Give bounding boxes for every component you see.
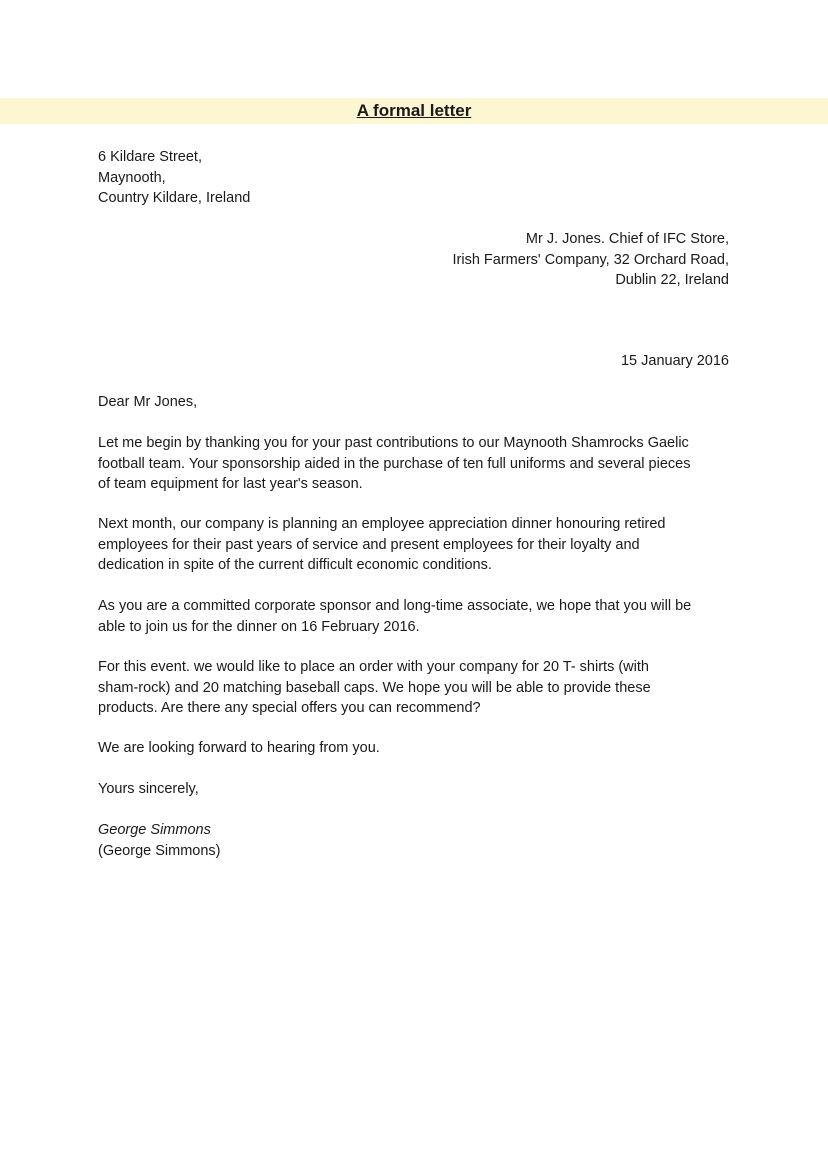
paragraph-line: dedication in spite of the current difficult economic conditions. (98, 557, 492, 573)
sender-address-line: 6 Kildare Street, (98, 149, 202, 165)
paragraph-line: of team equipment for last year's season. (98, 476, 363, 492)
letter-date: 15 January 2016 (620, 353, 729, 369)
signature: George Simmons (98, 822, 211, 838)
recipient-address-line: Irish Farmers' Company, 32 Orchard Road, (452, 251, 729, 268)
paragraph-line: able to join us for the dinner on 16 February 2016. (98, 618, 420, 635)
sender-address (98, 147, 250, 209)
recipient-address-line: Dublin 22, Ireland (615, 272, 729, 288)
paragraph-line: As you are a committed corporate sponsor and long-time associate, we hope that you will be (98, 598, 692, 614)
paragraph-line: For this event. we would like to place an order with your company for 20 T- shirts (with (98, 659, 649, 675)
paragraph-line: employees for their past years of service and present employees for their loyalty and (98, 536, 640, 553)
paragraph-line: Next month, our company is planning an employee appreciation dinner honouring retired (98, 516, 666, 532)
paragraph-line: Let me begin by thanking you for your past contributions to our Maynooth Shamrocks Gaelic (98, 435, 689, 451)
sender-address-line: Maynooth, (98, 169, 166, 186)
paragraph-line: football team. Your sponsorship aided in the purchase of ten full uniforms and several pieces (98, 455, 691, 472)
recipient-address (453, 229, 729, 291)
complimentary-close: Yours sincerely, (98, 781, 199, 797)
paragraph-line: products. Are there any special offers you can recommend? (98, 700, 481, 716)
recipient-address-line: Mr J. Jones. Chief of IFC Store, (525, 231, 729, 247)
paragraph-order (98, 657, 738, 719)
paragraph-line: We are looking forward to hearing from you. (98, 740, 380, 756)
page-title: A formal letter (356, 101, 472, 120)
signature-block (98, 820, 738, 861)
printed-name: (George Simmons) (98, 842, 221, 859)
paragraph-thanks (98, 433, 738, 495)
sender-address-line: Country Kildare, Ireland (98, 190, 251, 206)
salutation: Dear Mr Jones, (98, 394, 198, 410)
paragraph-closing-remark (98, 738, 738, 759)
paragraph-invitation (98, 596, 738, 637)
paragraph-dinner (98, 514, 738, 576)
paragraph-line: sham-rock) and 20 matching baseball caps. We hope you will be able to provide these (98, 679, 651, 696)
